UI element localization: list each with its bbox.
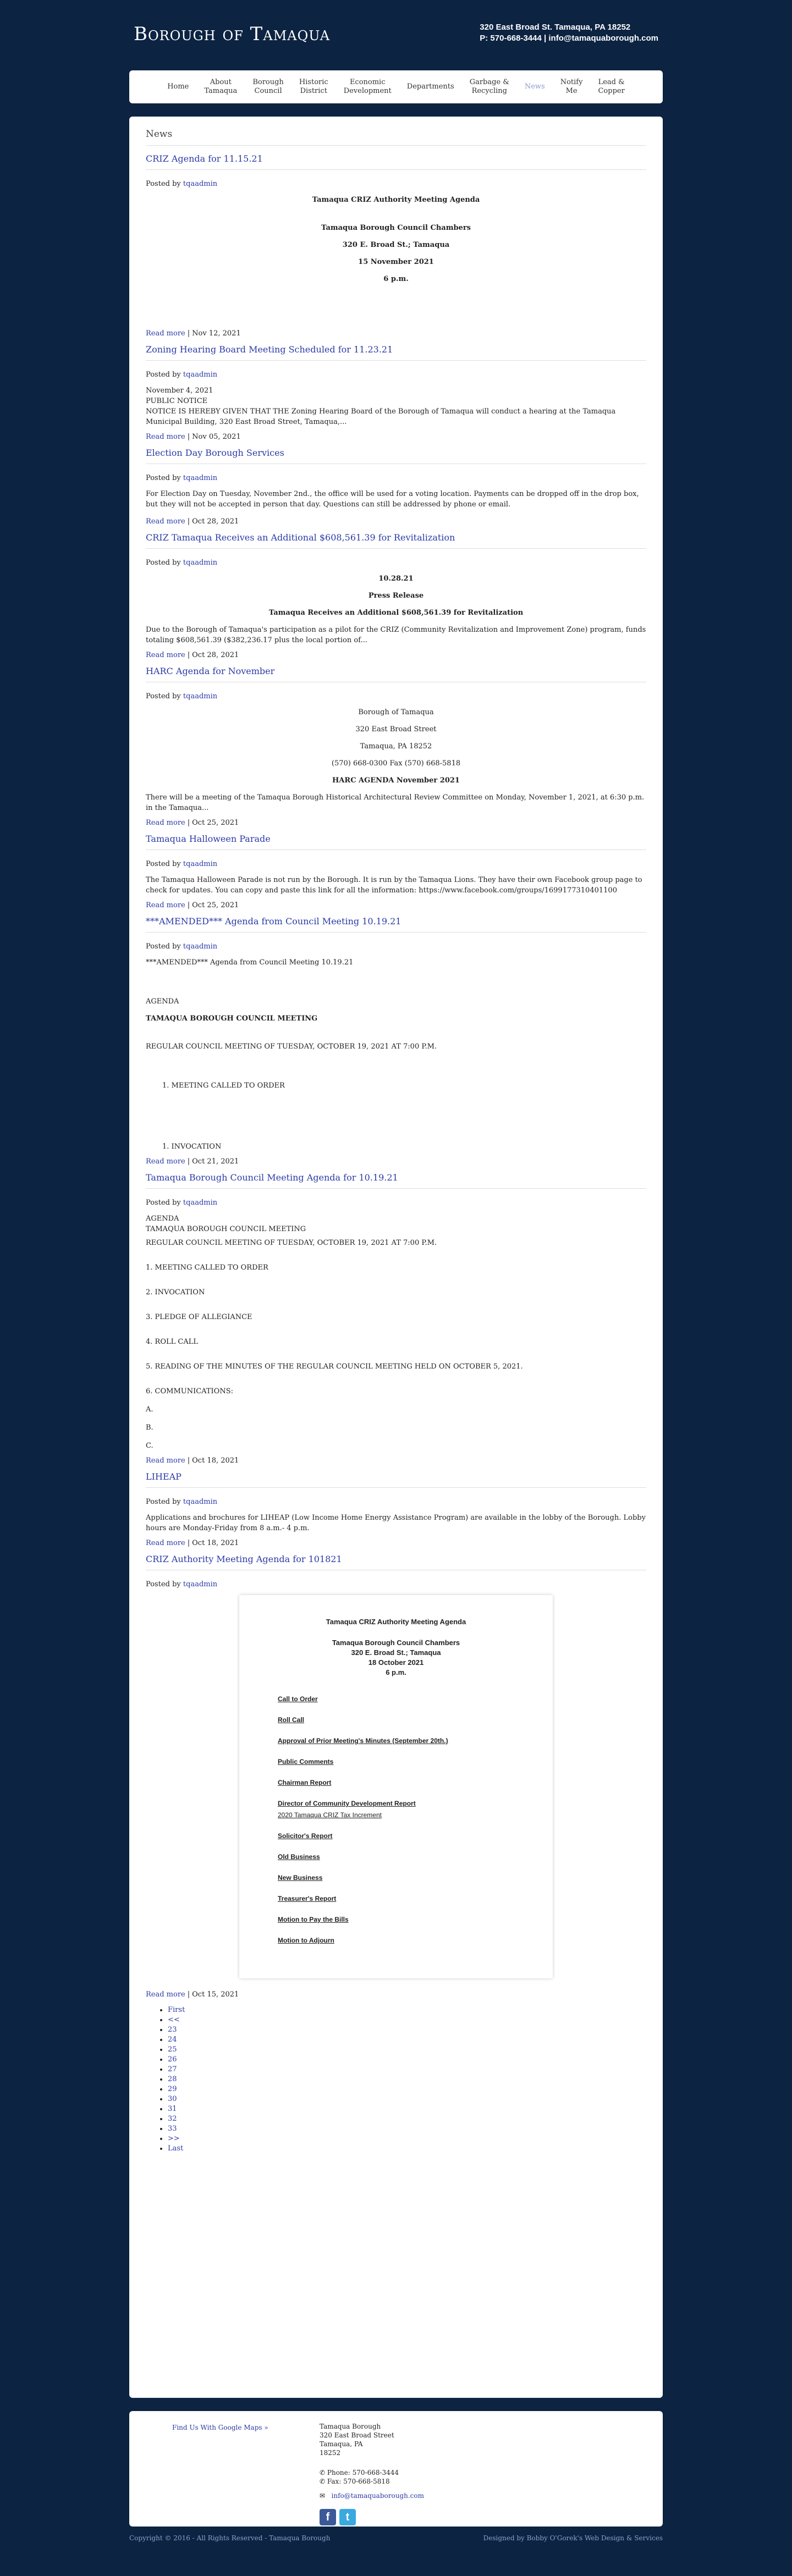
news-content xyxy=(129,117,663,2398)
post-author: Posted by tqaadmin xyxy=(146,860,218,868)
post-meta: Read more | Oct 21, 2021 xyxy=(146,1157,239,1166)
page-link[interactable]: 31 xyxy=(168,2105,177,2113)
news-post: LIHEAP Posted by tqaadmin Applications and brochures for LIHEAP (Low Income Home Energy Assistance Program) are available in the lobby of the Borough. Lobby hours are Monday-Friday from 8 a.m.- 4 p.m. Read more | Oct 18, 2021 xyxy=(146,1471,646,1547)
post-meta: Read more | Oct 18, 2021 xyxy=(146,1457,239,1465)
post-author: Posted by tqaadmin xyxy=(146,180,218,188)
nav-home[interactable]: Home xyxy=(167,82,189,91)
read-more-link[interactable]: Read more xyxy=(146,1457,185,1465)
nav-news[interactable]: News xyxy=(524,82,545,91)
page-next[interactable]: >> xyxy=(168,2134,180,2143)
post-meta: Read more | Oct 25, 2021 xyxy=(146,901,239,909)
header-contact xyxy=(480,22,658,44)
nav-council[interactable]: Borough Council xyxy=(252,78,284,95)
post-meta: Read more | Nov 05, 2021 xyxy=(146,433,241,441)
page-link[interactable]: 32 xyxy=(168,2115,177,2123)
post-author: Posted by tqaadmin xyxy=(146,1498,218,1506)
page-link[interactable]: 23 xyxy=(168,2026,177,2034)
post-line: Tamaqua CRIZ Authority Meeting Agenda xyxy=(312,196,480,204)
nav-historic[interactable]: Historic District xyxy=(299,78,328,95)
post-meta: Read more | Oct 15, 2021 xyxy=(146,1990,239,1999)
post-title-link[interactable]: LIHEAP xyxy=(146,1471,182,1482)
news-post xyxy=(146,1554,646,2000)
header-address: 320 East Broad St. Tamaqua, PA 18252 xyxy=(480,23,631,32)
read-more-link[interactable]: Read more xyxy=(146,329,185,338)
facebook-icon[interactable]: f xyxy=(320,2509,336,2525)
site-header xyxy=(0,0,792,70)
pagination xyxy=(168,2005,646,2154)
news-post: HARC Agenda for November Posted by tqaadmin Borough of Tamaqua 320 East Broad Street Tamaqua, PA 18252 (570) 668-0300 Fax (570) 668-5818 HARC AGENDA November 2021 There will be a meeting of the Tamaqua Borough Historical Architectural Review Committee on Monday, November 1, 2021, at 6:30 p.m. in the Tamaqua... Read more | Oct 25, 2021 xyxy=(146,666,646,828)
post-title-link[interactable]: CRIZ Agenda for 11.15.21 xyxy=(146,153,263,164)
page-first[interactable]: First xyxy=(168,2006,185,2014)
read-more-link[interactable]: Read more xyxy=(146,651,185,659)
post-title-link[interactable]: CRIZ Tamaqua Receives an Additional $608,561.39 for Revitalization xyxy=(146,532,455,543)
page-link[interactable]: 29 xyxy=(168,2085,177,2093)
nav-lead[interactable]: Lead & Copper xyxy=(598,78,625,95)
post-title-link[interactable]: ***AMENDED*** Agenda from Council Meeting 10.19.21 xyxy=(146,916,402,926)
header-phone-email[interactable]: P: 570-668-3444 | info@tamaquaborough.com xyxy=(480,34,658,43)
page-link[interactable]: 33 xyxy=(168,2125,177,2133)
copyright-text: Copyright © 2016 - All Rights Reserved - Tamaqua Borough xyxy=(129,2534,331,2542)
read-more-link[interactable]: Read more xyxy=(146,901,185,909)
copyright-bar xyxy=(129,2534,663,2542)
post-line: 320 E. Broad St.; Tamaqua xyxy=(342,241,450,249)
fax-icon: ✆ xyxy=(320,2478,326,2485)
read-more-link[interactable]: Read more xyxy=(146,433,185,441)
page-title: News xyxy=(146,129,646,146)
page-link[interactable]: 27 xyxy=(168,2065,177,2073)
news-post: Tamaqua Borough Council Meeting Agenda for 10.19.21 Posted by tqaadmin AGENDA TAMAQUA BOROUGH COUNCIL MEETING REGULAR COUNCIL MEETING OF TUESDAY, OCTOBER 19, 2021 AT 7:00 P.M. 1. MEETING CALLED TO ORDER 2. INVOCATION 3. PLEDGE OF ALLEGIANCE 4. ROLL CALL 5. READING OF THE MINUTES OF THE REGULAR COUNCIL MEETING HELD ON OCTOBER 5, 2021. 6. COMMUNICATIONS: A. B. C. Read more | Oct 18, 2021 xyxy=(146,1172,646,1466)
read-more-link[interactable]: Read more xyxy=(146,1157,185,1166)
news-post: Zoning Hearing Board Meeting Scheduled for 11.23.21 Posted by tqaadmin November 4, 2021 PUBLIC NOTICE NOTICE IS HEREBY GIVEN THAT THE Zoning Hearing Board of the Borough of Tamaqua will conduct a hearing at the Tamaqua Municipal Building, 320 East Broad Street, Tamaqua,... Read more | Nov 05, 2021 xyxy=(146,344,646,442)
main-nav xyxy=(129,70,663,103)
post-line: 6 p.m. xyxy=(383,275,409,283)
google-maps-link[interactable]: Find Us With Google Maps » xyxy=(172,2424,268,2431)
news-post: Election Day Borough Services Posted by tqaadmin For Election Day on Tuesday, November 2nd., the office will be used for a voting location. Payments can be dropped off in the drop box, but they will not be accepted in person that day. Questions can still be addressed by phone or email. Read more | Oct 28, 2021 xyxy=(146,448,646,527)
site-logo[interactable]: Borough of Tamaqua xyxy=(134,23,331,45)
news-post: CRIZ Tamaqua Receives an Additional $608,561.39 for Revitalization Posted by tqaadmin 10.28.21 Press Release Tamaqua Receives an Additional $608,561.39 for Revitalization Due to the Borough of Tamaqua's participation as a pilot for the CRIZ (Community Revitalization and Improvement Zone) program, funds totaling $608,561.39 ($382,236.17 plus the local portion of... Read more | Oct 28, 2021 xyxy=(146,532,646,659)
page-link[interactable]: 24 xyxy=(168,2036,177,2044)
post-author: Posted by tqaadmin xyxy=(146,559,218,567)
post-title-link[interactable]: Tamaqua Halloween Parade xyxy=(146,834,271,844)
page-link[interactable]: 30 xyxy=(168,2095,177,2103)
page-link[interactable]: 28 xyxy=(168,2075,177,2083)
page-last[interactable]: Last xyxy=(168,2144,184,2153)
nav-departments[interactable]: Departments xyxy=(406,82,454,91)
post-title-link[interactable]: Tamaqua Borough Council Meeting Agenda for 10.19.21 xyxy=(146,1172,398,1183)
email-icon: ✉ xyxy=(320,2492,326,2500)
footer-email-link[interactable]: info@tamaquaborough.com xyxy=(331,2492,424,2500)
page-link[interactable]: 26 xyxy=(168,2055,177,2064)
post-line: Tamaqua Borough Council Chambers xyxy=(321,224,471,232)
post-line: 15 November 2021 xyxy=(358,258,434,266)
twitter-icon[interactable]: t xyxy=(339,2509,356,2525)
post-meta: Read more | Oct 28, 2021 xyxy=(146,651,239,659)
post-title-link[interactable]: Zoning Hearing Board Meeting Scheduled for 11.23.21 xyxy=(146,344,393,355)
criz-agenda-image: Tamaqua CRIZ Authority Meeting Agenda Tamaqua Borough Council Chambers 320 E. Broad St.; Tamaqua 18 October 2021 6 p.m. Call to Order Roll Call Approval of Prior Meeting's Minutes (September 20th.) Public Comments Chairman Report Director of Community Development Report 2020 Tamaqua CRIZ Tax Increment Solicitor's Report Old Business New Business Treasurer's Report Motion to Pay the Bills Motion to Adjourn xyxy=(239,1595,553,1978)
page-prev[interactable]: << xyxy=(168,2016,180,2024)
nav-economic[interactable]: Economic Development xyxy=(343,78,392,95)
page-link[interactable]: 25 xyxy=(168,2045,177,2054)
post-meta: Read more | Oct 28, 2021 xyxy=(146,517,239,526)
designer-credit[interactable]: Designed by Bobby O'Gorek's Web Design & Services xyxy=(483,2534,663,2542)
post-author: Posted by tqaadmin xyxy=(146,1199,218,1207)
post-author: Posted by tqaadmin xyxy=(146,692,218,700)
post-author: Posted by tqaadmin xyxy=(146,942,218,951)
post-meta: Read more | Oct 18, 2021 xyxy=(146,1539,239,1547)
post-author: Posted by tqaadmin xyxy=(146,1580,218,1588)
site-footer xyxy=(129,2411,663,2527)
nav-about[interactable]: About Tamaqua xyxy=(204,78,238,95)
news-post xyxy=(146,153,646,339)
footer-address: Tamaqua Borough 320 East Broad Street Tamaqua, PA 18252 ✆ Phone: 570-668-3444 ✆ Fax: 570-668-5818 ✉ info@tamaquaborough.com f t xyxy=(320,2422,424,2525)
post-title-link[interactable]: HARC Agenda for November xyxy=(146,666,275,676)
phone-icon: ✆ xyxy=(320,2469,326,2476)
post-author: Posted by tqaadmin xyxy=(146,371,218,379)
news-post: Tamaqua Halloween Parade Posted by tqaadmin The Tamaqua Halloween Parade is not run by the Borough. It is run by the Tamaqua Lions. They have their own Facebook group page to check for updates. You can copy and paste this link for all the information: https://www.facebook.com/groups/1699177310401100 Read more | Oct 25, 2021 xyxy=(146,834,646,911)
post-meta: Read more | Nov 12, 2021 xyxy=(146,329,241,338)
post-title-link[interactable]: CRIZ Authority Meeting Agenda for 101821 xyxy=(146,1554,342,1564)
post-title-link[interactable]: Election Day Borough Services xyxy=(146,448,284,458)
read-more-link[interactable]: Read more xyxy=(146,517,185,526)
read-more-link[interactable]: Read more xyxy=(146,1539,185,1547)
post-author: Posted by tqaadmin xyxy=(146,474,218,482)
read-more-link[interactable]: Read more xyxy=(146,819,185,827)
read-more-link[interactable]: Read more xyxy=(146,1990,185,1999)
post-meta: Read more | Oct 25, 2021 xyxy=(146,819,239,827)
nav-notify[interactable]: Notify Me xyxy=(560,78,583,95)
news-post: ***AMENDED*** Agenda from Council Meeting 10.19.21 Posted by tqaadmin ***AMENDED*** Agenda from Council Meeting 10.19.21 AGENDA TAMAQUA BOROUGH COUNCIL MEETING REGULAR COUNCIL MEETING OF TUESDAY, OCTOBER 19, 2021 AT 7:00 P.M. 1. MEETING CALLED TO ORDER 1. INVOCATION Read more | Oct 21, 2021 xyxy=(146,916,646,1167)
nav-garbage[interactable]: Garbage & Recycling xyxy=(469,78,509,95)
